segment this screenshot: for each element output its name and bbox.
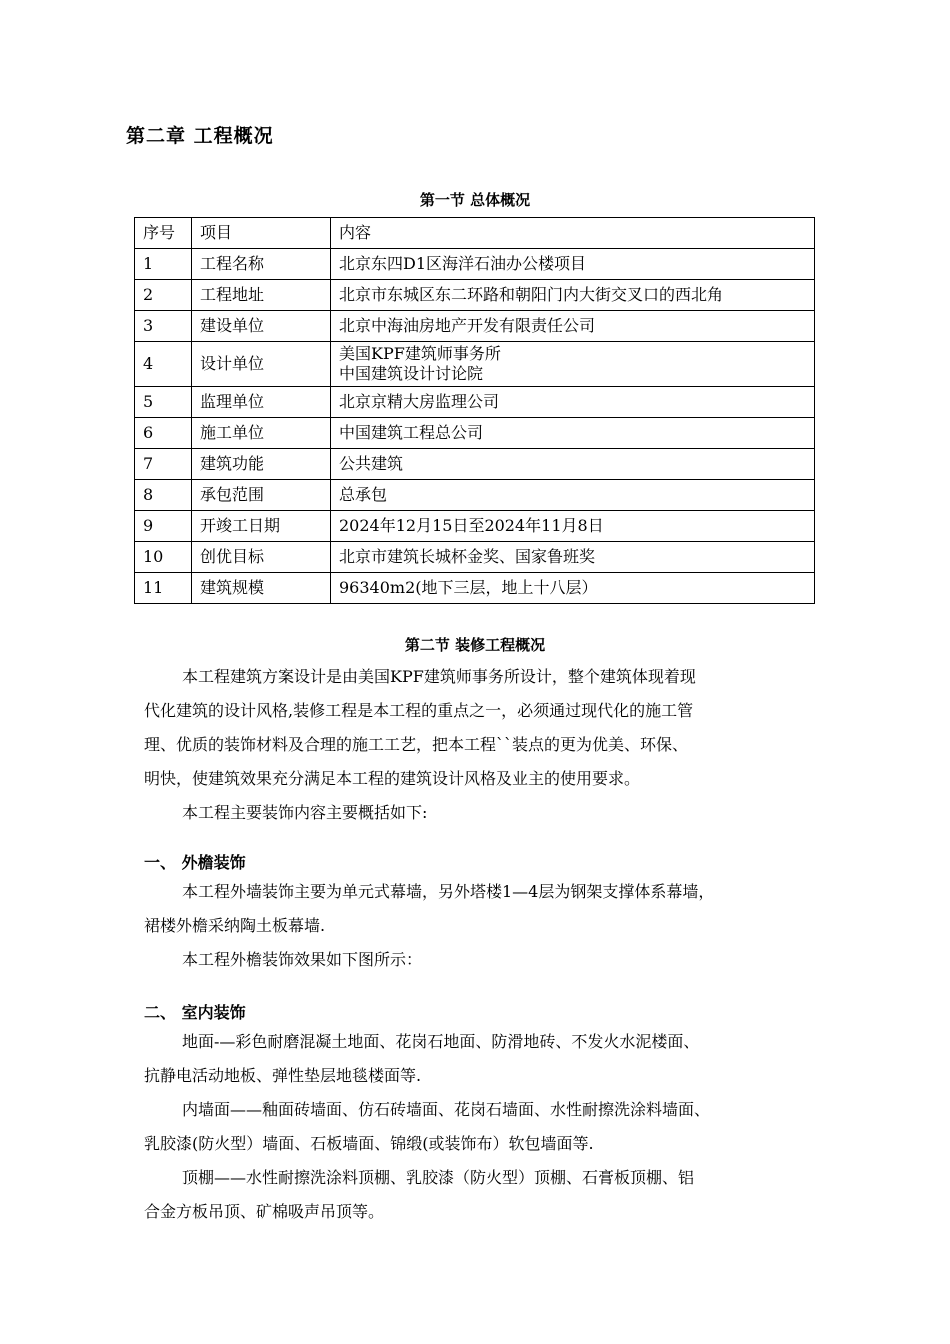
row-number: 8 [135,480,192,511]
row-content [331,280,815,311]
row-item: 施工单位 [192,418,331,449]
header-content: 内容 [331,218,815,249]
text-line: 顶棚——水性耐擦洗涂料顶棚、乳胶漆（防火型）顶棚、石膏板顶棚、铝 [182,1168,695,1187]
table-row [135,387,815,418]
row-number: 7 [135,449,192,480]
table-header-row [135,218,815,249]
table-row [135,311,815,342]
content-line: 总承包 [339,485,388,504]
row-item: 开竣工日期 [192,511,331,542]
table-row [135,249,815,280]
content-line: 2024年12月15日至2024年11月8日 [339,516,604,535]
content-line: 北京市建筑长城杯金奖、国家鲁班奖 [339,547,596,566]
table-row [135,542,815,573]
text-line: 理、优质的装饰材料及合理的施工工艺，把本工程``装点的更为优美、环保、 [144,735,689,754]
row-number: 5 [135,387,192,418]
row-item: 建筑功能 [192,449,331,480]
content-line: 美国KPF建筑师事务所 [339,344,501,363]
exterior-heading: 一、 外檐装饰 [144,853,246,872]
text-line: 本工程外檐装饰效果如下图所示： [182,950,423,969]
table-row [135,449,815,480]
row-item: 创优目标 [192,542,331,573]
text-line: 代化建筑的设计风格,装修工程是本工程的重点之一，必须通过现代化的施工管 [144,701,694,720]
row-item: 承包范围 [192,480,331,511]
row-item: 建设单位 [192,311,331,342]
content-line: 中国建筑设计讨论院 [339,364,484,383]
table-row [135,342,815,387]
row-content [331,573,815,604]
text-line: 明快，使建筑效果充分满足本工程的建筑设计风格及业主的使用要求。 [144,769,641,788]
content-line: 北京东四D1区海洋石油办公楼项目 [339,254,587,273]
text-line: 合金方板吊顶、矿棉吸声吊顶等。 [144,1202,385,1221]
row-item: 工程地址 [192,280,331,311]
table-row [135,511,815,542]
text-line: 地面-—彩色耐磨混凝土地面、花岗石地面、防滑地砖、不发火水泥楼面、 [182,1032,700,1051]
header-item: 项目 [192,218,331,249]
row-item: 监理单位 [192,387,331,418]
text-line: 抗静电活动地板、弹性垫层地毯楼面等. [144,1066,422,1085]
project-overview-table [134,217,815,604]
row-content [331,480,815,511]
exterior-paragraph [144,875,816,977]
table-body [135,218,815,604]
header-no: 序号 [135,218,192,249]
text-line: 本工程建筑方案设计是由美国KPF建筑师事务所设计，整个建筑体现着现 [182,667,696,686]
row-content [331,342,815,387]
row-content [331,311,815,342]
interior-heading: 二、 室内装饰 [144,1003,246,1022]
table-row [135,480,815,511]
row-number: 4 [135,342,192,387]
section2-title: 第二节 装修工程概况 [404,636,546,654]
row-content [331,542,815,573]
content-line: 96340m2(地下三层，地上十八层） [339,578,598,597]
row-content [331,449,815,480]
content-line: 北京中海油房地产开发有限责任公司 [339,316,596,335]
text-line: 本工程主要装饰内容主要概括如下: [182,803,428,822]
row-item: 工程名称 [192,249,331,280]
row-number: 10 [135,542,192,573]
row-number: 11 [135,573,192,604]
table-row [135,573,815,604]
content-line: 北京京精大房监理公司 [339,392,500,411]
row-item: 设计单位 [192,342,331,387]
text-line: 内墙面——釉面砖墙面、仿石砖墙面、花岗石墙面、水性耐擦洗涂料墙面、 [182,1100,711,1119]
text-line: 乳胶漆(防火型）墙面、石板墙面、锦缎(或装饰布）软包墙面等. [144,1134,594,1153]
row-content [331,418,815,449]
text-line: 裙楼外檐采纳陶土板幕墙. [144,916,326,935]
row-item: 建筑规模 [192,573,331,604]
content-line: 中国建筑工程总公司 [339,423,484,442]
section1-title: 第一节 总体概况 [419,191,531,209]
row-number: 1 [135,249,192,280]
table-row [135,418,815,449]
row-number: 3 [135,311,192,342]
row-content [331,249,815,280]
content-line: 公共建筑 [339,454,404,473]
intro-paragraph [144,660,816,830]
row-number: 2 [135,280,192,311]
row-content [331,511,815,542]
content-line: 北京市东城区东二环路和朝阳门内大街交叉口的西北角 [339,285,724,304]
row-number: 9 [135,511,192,542]
interior-paragraph [144,1025,816,1229]
table-row [135,280,815,311]
row-number: 6 [135,418,192,449]
text-line: 本工程外墙装饰主要为单元式幕墙，另外塔楼1—4层为钢架支撑体系幕墙， [182,882,715,901]
row-content [331,387,815,418]
chapter-title: 第二章 工程概况 [126,125,274,147]
